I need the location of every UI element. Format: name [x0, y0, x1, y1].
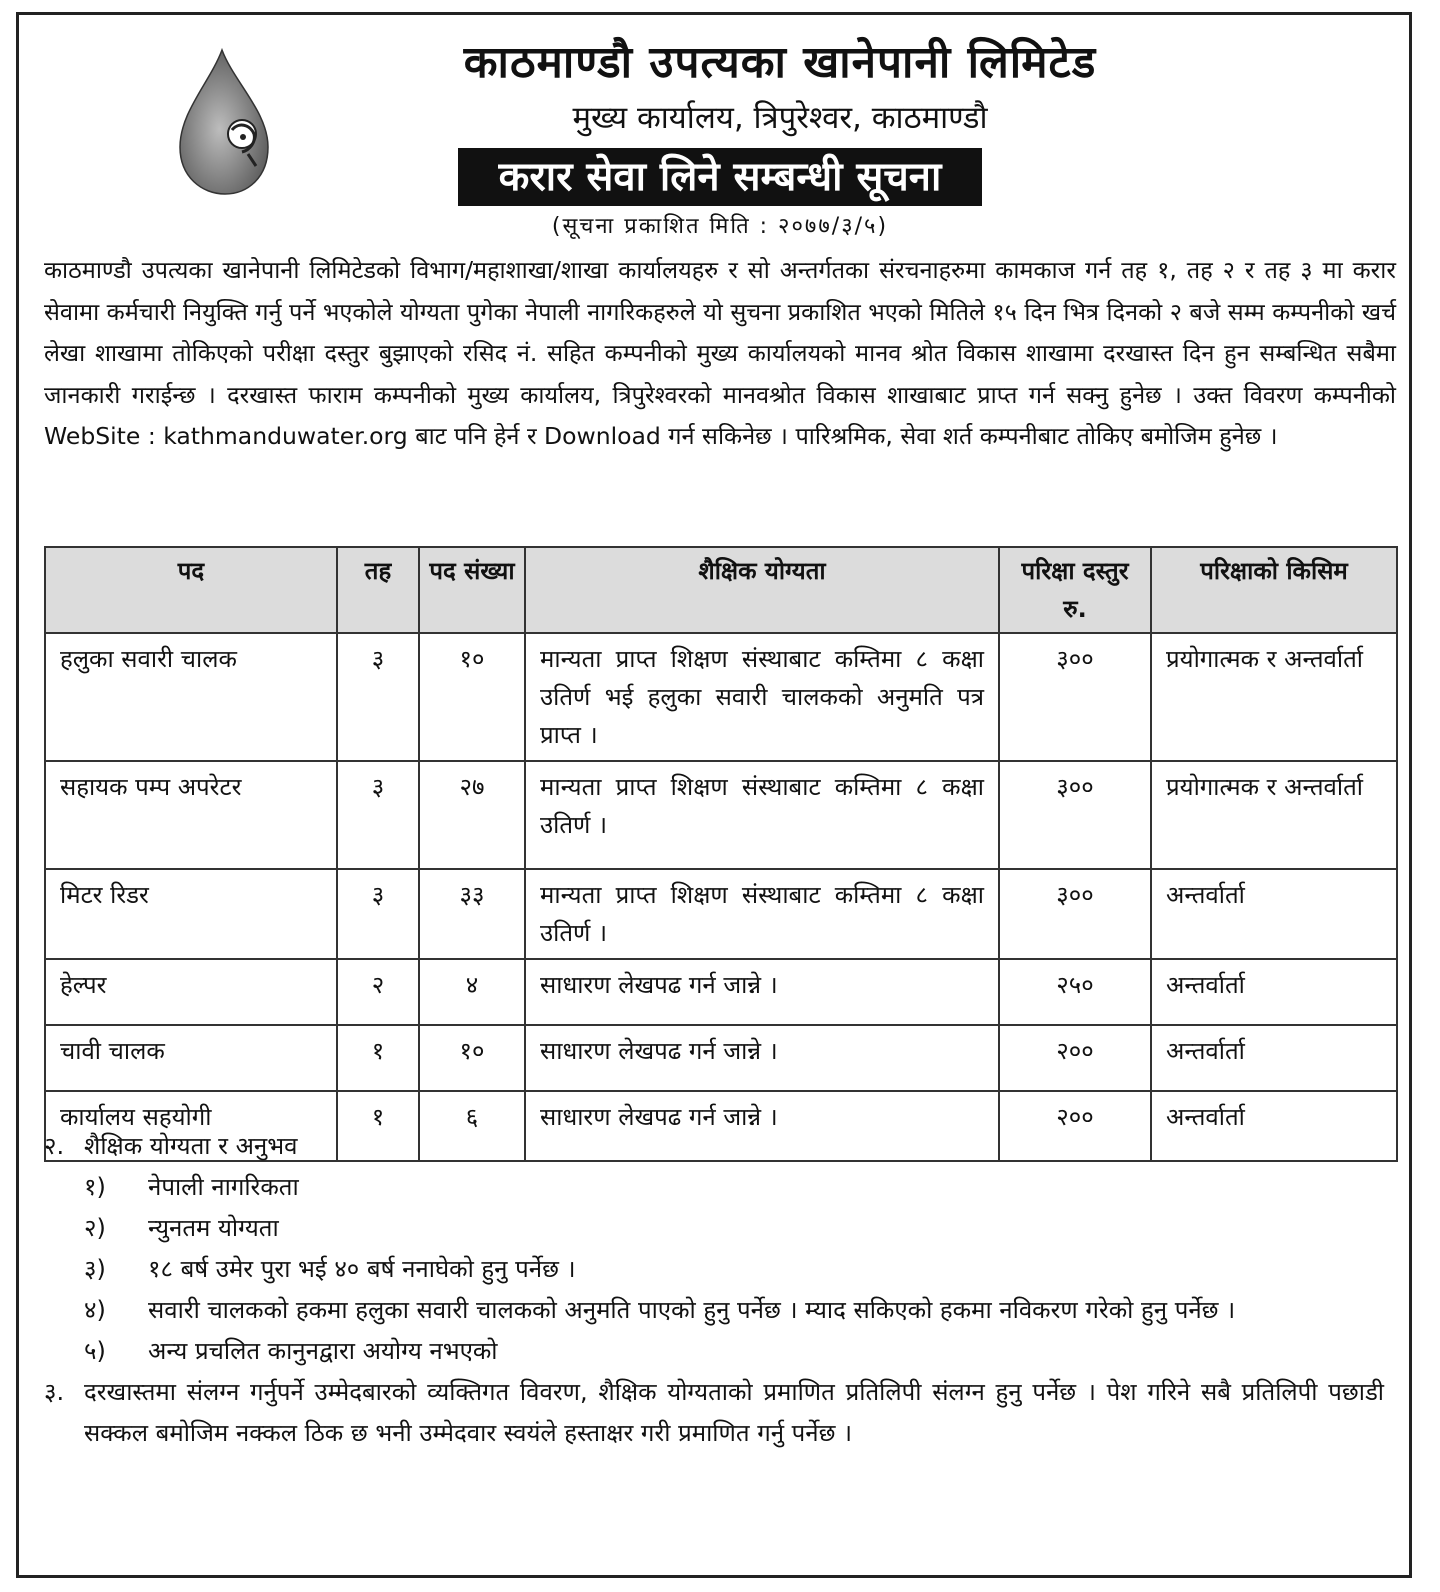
cell-level: १	[337, 1091, 419, 1161]
cell-post: सहायक पम्प अपरेटर	[45, 761, 337, 869]
cell-level: ३	[337, 761, 419, 869]
cell-post: कार्यालय सहयोगी	[45, 1091, 337, 1161]
cell-count: ३३	[419, 869, 525, 959]
table-row	[45, 869, 1397, 959]
cell-count: १०	[419, 633, 525, 761]
section-2-title: शैक्षिक योग्यता र अनुभव	[84, 1132, 298, 1160]
section-2-heading	[44, 1126, 1384, 1167]
header-qualification: शैक्षिक योग्यता	[525, 547, 999, 633]
cell-count: १०	[419, 1025, 525, 1091]
publication-date: (सूचना प्रकाशित मिति : २०७७/३/५)	[551, 214, 889, 239]
header-exam-type: परिक्षाको किसिम	[1151, 547, 1397, 633]
table-row	[45, 633, 1397, 761]
cell-qualification: साधारण लेखपढ गर्न जान्ने ।	[525, 1025, 999, 1091]
list-item-text: १८ बर्ष उमेर पुरा भई ४० बर्ष ननाघेको हुनु पर्नेछ ।	[148, 1255, 576, 1283]
cell-exam-type: अन्तर्वार्ता	[1151, 959, 1397, 1025]
cell-fee: २००	[999, 1025, 1151, 1091]
cell-level: ३	[337, 633, 419, 761]
cell-qualification: साधारण लेखपढ गर्न जान्ने ।	[525, 1091, 999, 1161]
header-post: पद	[45, 547, 337, 633]
cell-qualification: साधारण लेखपढ गर्न जान्ने ।	[525, 959, 999, 1025]
org-title: काठमाण्डौ उपत्यका खानेपानी लिमिटेड	[463, 37, 1097, 88]
section-3	[44, 1372, 1384, 1454]
cell-exam-type: अन्तर्वार्ता	[1151, 1091, 1397, 1161]
cell-level: १	[337, 1025, 419, 1091]
vacancy-table	[44, 546, 1398, 1162]
cell-fee: २५०	[999, 959, 1151, 1025]
cell-post: मिटर रिडर	[45, 869, 337, 959]
cell-level: ३	[337, 869, 419, 959]
table-header-row	[45, 547, 1397, 633]
cell-qualification: मान्यता प्राप्त शिक्षण संस्थाबाट कम्तिमा ८ कक्षा उतिर्ण भई हलुका सवारी चालकको अनुमति पत्र प्राप्त ।	[525, 633, 999, 761]
list-item	[44, 1290, 1384, 1331]
cell-post: हेल्पर	[45, 959, 337, 1025]
table-row	[45, 761, 1397, 869]
office-address: मुख्य कार्यालय, त्रिपुरेश्वर, काठमाण्डौ	[572, 100, 988, 136]
requirements-section	[44, 1126, 1384, 1454]
list-item-text: सवारी चालकको हकमा हलुका सवारी चालकको अनुमति पाएको हुनु पर्नेछ । म्याद सकिएको हकमा नविकरण गरेको हुनु पर्नेछ ।	[148, 1296, 1236, 1324]
list-item	[44, 1167, 1384, 1208]
water-drop-logo-icon	[130, 42, 280, 207]
intro-paragraph: काठमाण्डौ उपत्यका खानेपानी लिमिटेडको विभाग/महाशाखा/शाखा कार्यालयहरु र सो अन्तर्गतका संरचनाहरुमा कामकाज गर्न तह १, तह २ र तह ३ मा करार सेवामा कर्मचारी नियुक्ति गर्नु पर्ने भएकोले योग्यता पुगेका नेपाली नागरिकहरुले यो सुचना प्रकाशित भएको मितिले १५ दिन भित्र दिनको २ बजे सम्म कम्पनीको खर्च लेखा शाखामा तोकिएको परीक्षा दस्तुर बुझाएको रसिद नं. सहित कम्पनीको मुख्य कार्यालयको मानव श्रोत विकास शाखामा दरखास्त दिन हुन सम्बन्धित सबैमा जानकारी गराईन्छ । दरखास्त फाराम कम्पनीको मुख्य कार्यालय, त्रिपुरेश्वरको मानवश्रोत विकास शाखाबाट प्राप्त गर्न सक्नु हुनेछ । उक्त विवरण कम्पनीको WebSite : kathmanduwater.org बाट पनि हेर्न र Download गर्न सकिनेछ । पारिश्रमिक, सेवा शर्त कम्पनीबाट तोकिए बमोजिम हुनेछ ।	[44, 256, 1397, 451]
list-item-text: न्युनतम योग्यता	[148, 1214, 279, 1242]
list-item-number: ३)	[84, 1255, 106, 1283]
cell-exam-type: अन्तर्वार्ता	[1151, 1025, 1397, 1091]
section-2-number: २.	[44, 1132, 65, 1160]
table-row	[45, 959, 1397, 1025]
cell-count: २७	[419, 761, 525, 869]
cell-post: हलुका सवारी चालक	[45, 633, 337, 761]
list-item-number: ५)	[84, 1337, 106, 1365]
table-row	[45, 1025, 1397, 1091]
header-count: पद संख्या	[419, 547, 525, 633]
list-item-text: नेपाली नागरिकता	[148, 1173, 299, 1201]
section-3-number: ३.	[44, 1378, 65, 1406]
list-item	[44, 1249, 1384, 1290]
header-fee: परिक्षा दस्तुर रु.	[999, 547, 1151, 633]
cell-level: २	[337, 959, 419, 1025]
cell-fee: ३००	[999, 761, 1151, 869]
list-item-number: ४)	[84, 1296, 106, 1324]
cell-fee: ३००	[999, 869, 1151, 959]
cell-count: ६	[419, 1091, 525, 1161]
cell-count: ४	[419, 959, 525, 1025]
cell-exam-type: प्रयोगात्मक र अन्तर्वार्ता	[1151, 633, 1397, 761]
header-level: तह	[337, 547, 419, 633]
cell-fee: २००	[999, 1091, 1151, 1161]
cell-qualification: मान्यता प्राप्त शिक्षण संस्थाबाट कम्तिमा ८ कक्षा उतिर्ण ।	[525, 869, 999, 959]
cell-qualification: मान्यता प्राप्त शिक्षण संस्थाबाट कम्तिमा ८ कक्षा उतिर्ण ।	[525, 761, 999, 869]
cell-fee: ३००	[999, 633, 1151, 761]
list-item	[44, 1208, 1384, 1249]
list-item	[44, 1331, 1384, 1372]
list-item-number: २)	[84, 1214, 106, 1242]
cell-exam-type: प्रयोगात्मक र अन्तर्वार्ता	[1151, 761, 1397, 869]
section-3-text: दरखास्तमा संलग्न गर्नुपर्ने उम्मेदबारको व्यक्तिगत विवरण, शैक्षिक योग्यताको प्रमाणित प्रतिलिपी संलग्न हुनु पर्नेछ । पेश गरिने सबै प्रतिलिपी पछाडी सक्कल बमोजिम नक्कल ठिक छ भनी उम्मेदवार स्वयंले हस्ताक्षर गरी प्रमाणित गर्नु पर्नेछ ।	[84, 1378, 1384, 1447]
notice-title-banner: करार सेवा लिने सम्बन्धी सूचना	[458, 148, 982, 206]
list-item-text: अन्य प्रचलित कानुनद्वारा अयोग्य नभएको	[148, 1337, 498, 1365]
list-item-number: १)	[84, 1173, 106, 1201]
cell-exam-type: अन्तर्वार्ता	[1151, 869, 1397, 959]
cell-post: चावी चालक	[45, 1025, 337, 1091]
